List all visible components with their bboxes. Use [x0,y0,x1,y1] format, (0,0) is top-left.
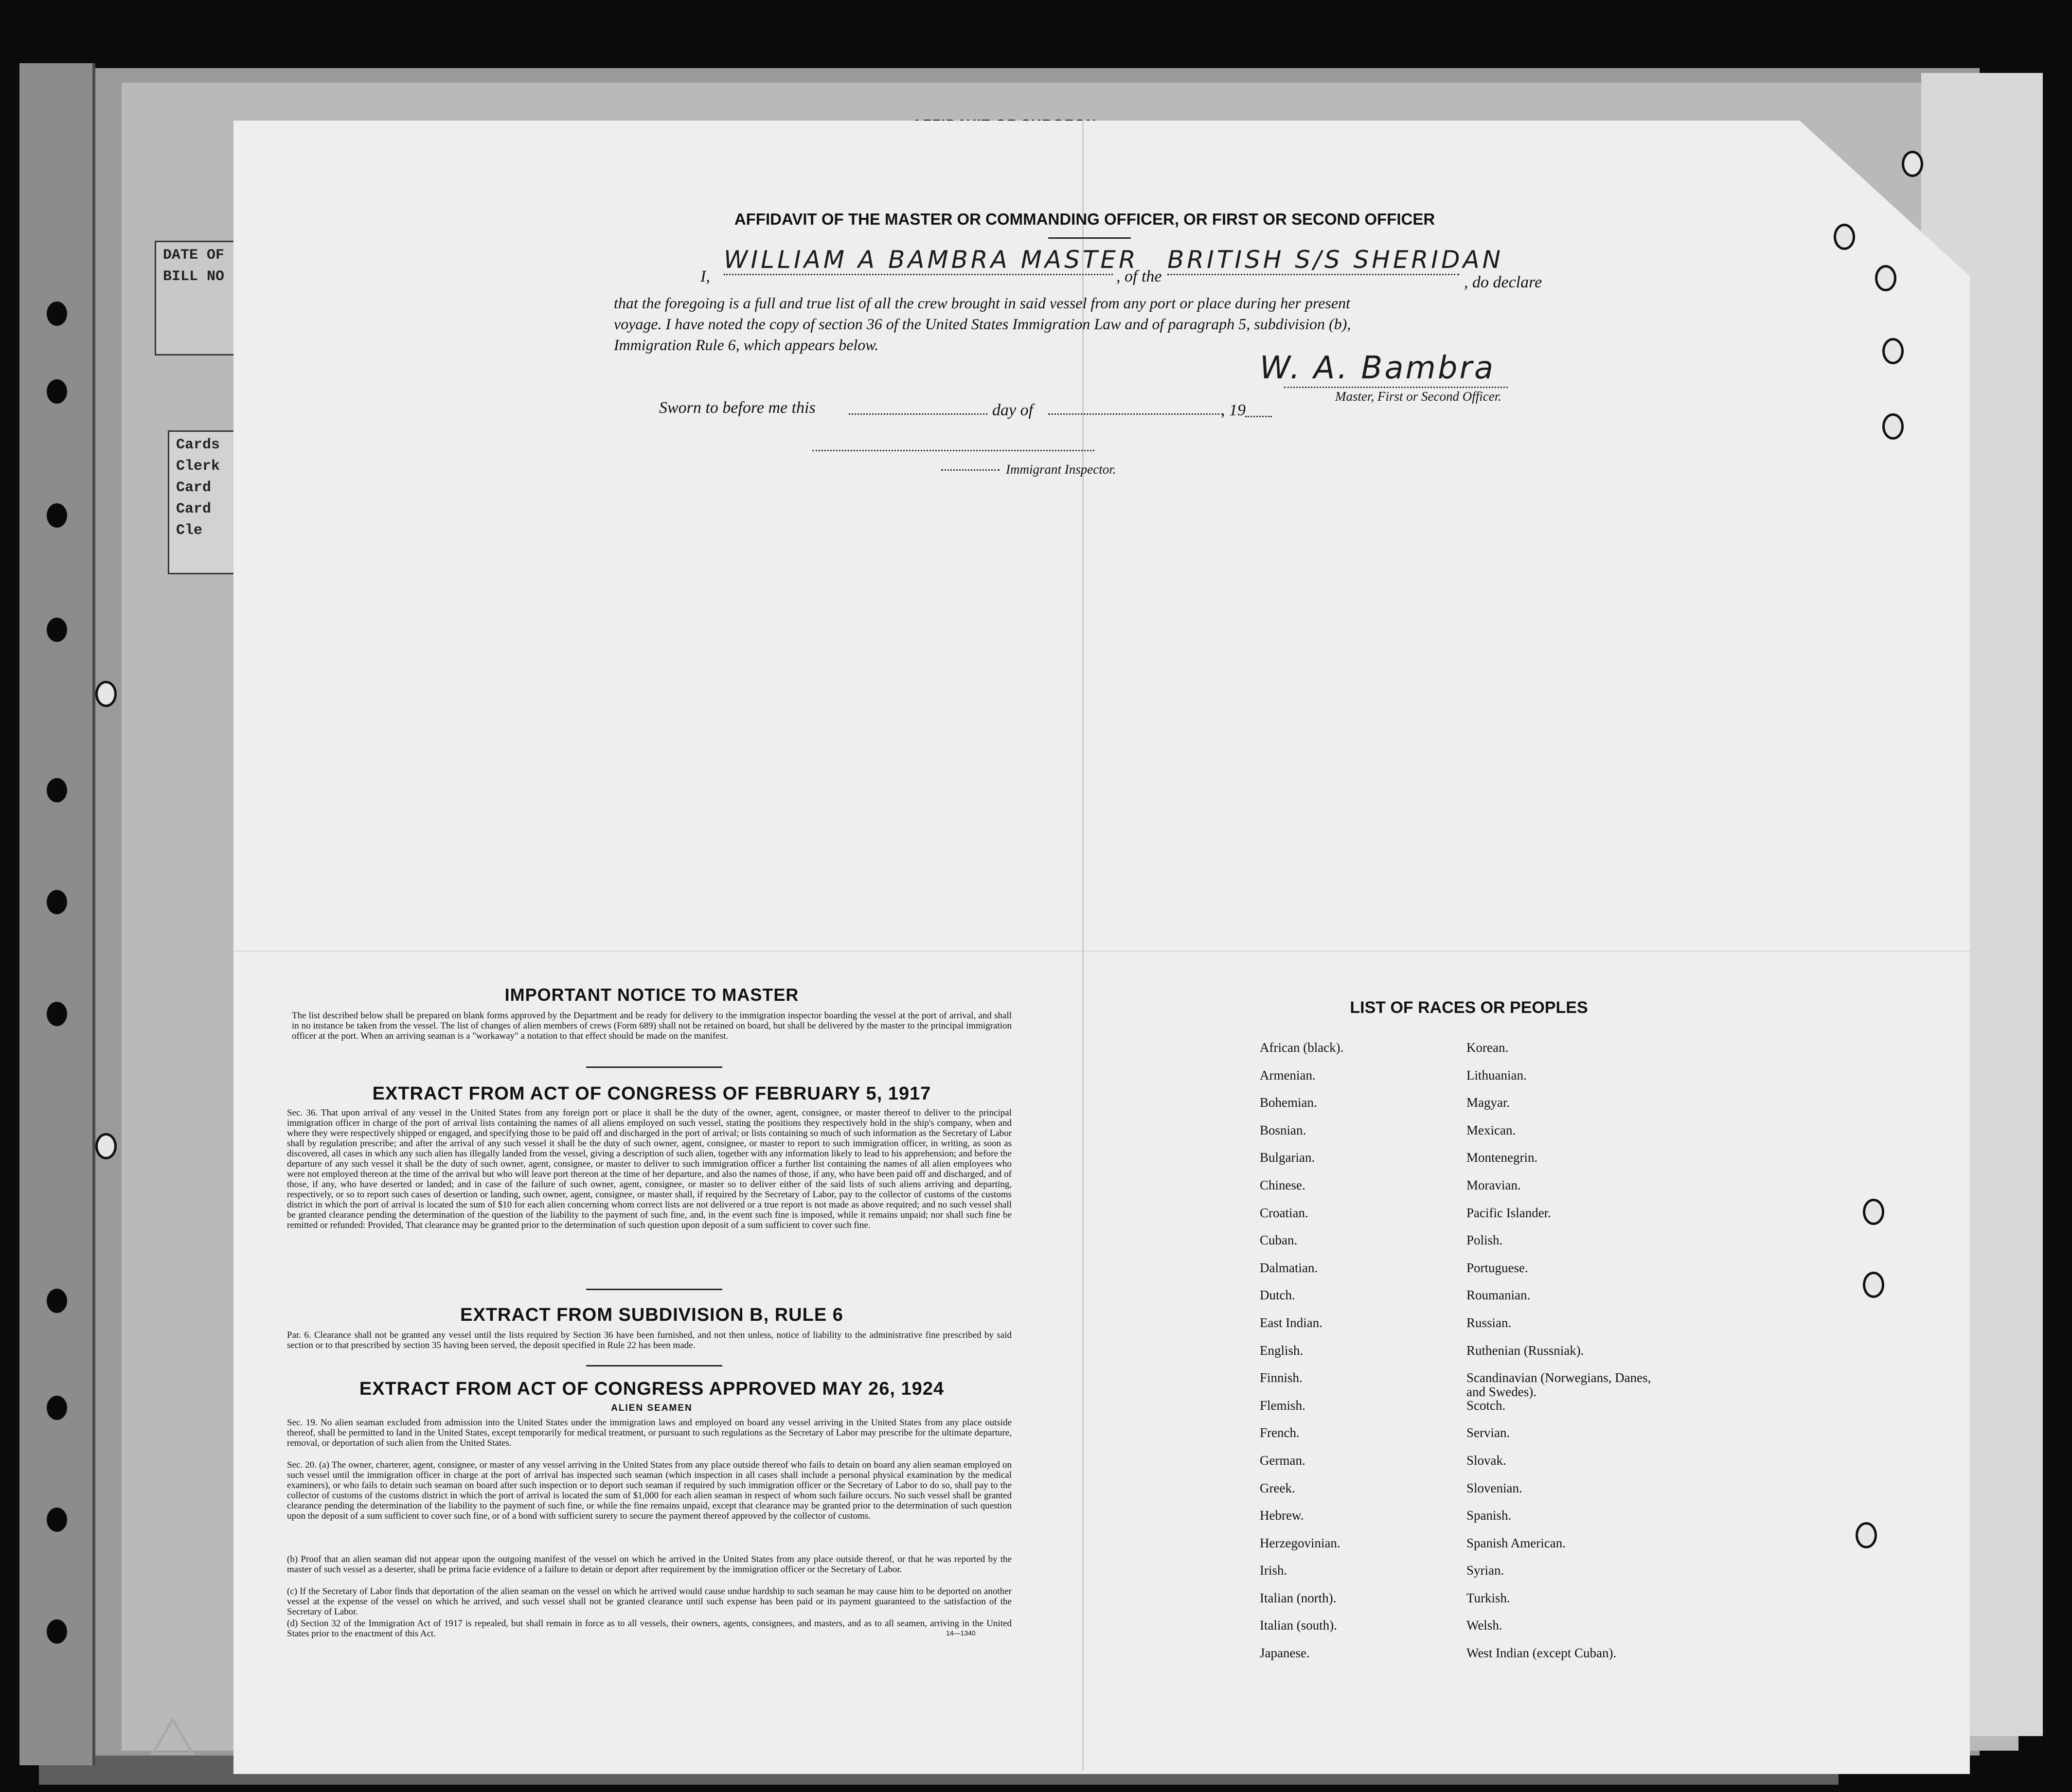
race-item: Finnish. [1260,1370,1303,1385]
race-item: Polish. [1466,1233,1503,1248]
signature-line [1284,387,1508,388]
race-item: African (black). [1260,1040,1344,1055]
card-line: Cards [176,437,220,453]
card-line: Cle [176,522,203,539]
race-item: French. [1260,1425,1300,1440]
races-right-list [1466,1041,1671,1674]
race-item: Cuban. [1260,1233,1298,1248]
manifest-affidavit-page [233,121,1970,1774]
extract-1917-title: EXTRACT FROM ACT OF CONGRESS OF FEBRUARY 5, 1917 [372,1083,931,1104]
card-line: Card [176,501,212,517]
vertical-fold [1082,122,1084,1770]
triangle-mark-icon [151,1717,195,1756]
binder-hole [47,1396,67,1420]
race-item: Italian (north). [1260,1590,1337,1605]
punch-hole [1875,265,1896,291]
date-bill-label [155,241,240,355]
signature-caption: Master, First or Second Officer. [1335,389,1501,404]
horizontal-fold [233,951,1970,952]
notice-title: IMPORTANT NOTICE TO MASTER [504,985,799,1005]
race-item: Bohemian. [1260,1095,1317,1110]
race-item: Roumanian. [1466,1288,1531,1303]
card-line: Clerk [176,458,220,475]
punch-hole [1834,224,1855,250]
race-item: Armenian. [1260,1067,1316,1082]
race-item: Flemish. [1260,1398,1305,1413]
sec-19-text: Sec. 19. No alien seaman excluded from admission into the United States under the immigration laws and employed on board any vessel arriving in the United States from any place outside thereof, shall be permitted to land in the United States, except temporarily for medical treatment, or pursuant to such regulations as the Secretary of Labor may prescribe for the ultimate departure, removal, or deportation of such alien from the United States. [287,1418,1012,1448]
i-label: I, [700,267,710,285]
race-item: Moravian. [1466,1177,1521,1192]
race-item: Russian. [1466,1315,1512,1330]
sec-20c-text: (c) If the Secretary of Labor finds that deportation of the alien seaman on the vessel on which he arrived would cause undue hardship to such seaman he may cause him to be deported on another vessel at the expense of the vessel on which he arrived, and such vessel shall not be granted clearance until such expense has been paid or its payment guaranteed to the satisfaction of the Secretary of Labor. [287,1586,1012,1617]
punch-hole [1863,1272,1884,1298]
race-item: Greek. [1260,1480,1295,1495]
form-number: 14—1340 [946,1629,976,1637]
punch-hole [1856,1522,1877,1548]
binder-hole [47,1508,67,1532]
race-item: Bulgarian. [1260,1150,1315,1165]
race-item: Pacific Islander. [1466,1205,1551,1220]
race-item: East Indian. [1260,1315,1322,1330]
race-item: Bosnian. [1260,1122,1306,1137]
extract-1917-text: Sec. 36. That upon arrival of any vessel in the United States from any foreign port or place it shall be the duty of the owner, agent, consignee, or master thereof to deliver to the principal immigration officer in charge of the port of arrival lists containing the names of all aliens employed on such vessel, stating the positions they respectively hold in the ship's company, when and where they were respectively shipped or engaged, and specifying those to be paid off and discharged in the port of arrival; or lists containing so much of such information as the Secretary of Labor shall by regulation prescribe; and after the arrival of any such vessel it shall be the duty of such owner, agent, consignee, or master to report to such immigration officer, in writing, as soon as discovered, all cases in which any such alien has illegally landed from the vessel, giving a description of such alien, together with any information likely to lead to his apprehension; and before the departure of any such vessel it shall be the duty of such owner, agent, consignee, or master to deliver to such immigration officer a further list containing the names of all alien employees who were not employed thereon at the time of the arrival but who will leave port thereon at the time of her departure, and also the names of those, if any, who have been paid off and discharged, and of those, if any, who have deserted or landed; and in case of the failure of such owner, agent, consignee, or master so to deliver either of the said lists of such aliens arriving and departing, respectively, or so to report such cases of desertion or landing, such owner, agent, consignee, or master shall, if required by the Secretary of Labor, pay to the collector of customs of the customs district in which the port of arrival is located the sum of $10 for each alien concerning whom correct lists are not delivered or a true report is not made as above required; and no such vessel shall be granted clearance pending the determination of the question of the liability to the payment of such fine, and, in the event such fine is imposed, while it remains unpaid; nor shall such fine be remitted or refunded: Provided, That clearance may be granted prior to the determination of such question upon deposit of a sum sufficient to cover such fine. [287,1108,1012,1230]
extract-rule6-title: EXTRACT FROM SUBDIVISION B, RULE 6 [460,1305,843,1325]
race-item: Mexican. [1466,1122,1516,1137]
sworn-month-field[interactable] [1048,413,1223,415]
race-item: Portuguese. [1466,1260,1528,1275]
affidavit-body-line-3: Immigration Rule 6, which appears below. [614,336,879,354]
race-item: German. [1260,1453,1305,1468]
race-item: Montenegrin. [1466,1150,1538,1165]
binder-ring [95,681,117,707]
affidavit-title: AFFIDAVIT OF THE MASTER OR COMMANDING OFFICER, OR FIRST OR SECOND OFFICER [734,210,1435,228]
date-of-label: DATE OF [163,247,225,264]
race-item: Turkish. [1466,1590,1510,1605]
binder-ring [95,1133,117,1159]
punch-hole [1863,1199,1884,1225]
binder-hole [47,503,67,528]
binder-hole [47,302,67,326]
race-item: Ruthenian (Russniak). [1466,1343,1584,1358]
binder-hole [47,890,67,914]
race-item: Slovak. [1466,1453,1506,1468]
race-item: Servian. [1466,1425,1510,1440]
race-item: Dalmatian. [1260,1260,1318,1275]
race-item: Slovenian. [1466,1480,1522,1495]
race-item: Hebrew. [1260,1508,1304,1523]
punch-hole [1882,338,1904,364]
race-item: English. [1260,1343,1304,1358]
race-item: Italian (south). [1260,1618,1337,1633]
race-item: Herzegovinian. [1260,1535,1340,1550]
punch-hole [1902,151,1923,177]
race-item: Magyar. [1466,1095,1510,1110]
of-the-label: , of the [1116,267,1162,285]
race-item: Syrian. [1466,1563,1504,1578]
binder-hole [47,1289,67,1313]
extract-1924-title: EXTRACT FROM ACT OF CONGRESS APPROVED MAY 26, 1924 [359,1379,945,1399]
race-item: West Indian (except Cuban). [1466,1646,1617,1661]
race-item: Spanish. [1466,1508,1512,1523]
alien-seamen-subtitle: ALIEN SEAMEN [611,1403,693,1413]
race-item: Japanese. [1260,1646,1310,1661]
sworn-day-field[interactable] [849,413,987,415]
binder-hole [47,1619,67,1644]
sworn-label: Sworn to before me this [659,399,816,417]
race-item: Scotch. [1466,1398,1506,1413]
cards-label [168,430,239,574]
binder-hole [47,778,67,802]
sec-20a-text: Sec. 20. (a) The owner, charterer, agent, consignee, or master of any vessel arriving in the United States from any place outside thereof who fails to detain on board any alien seaman employed on such vessel until the immigration officer in charge at the port of arrival has inspected such seaman (which inspection in all cases shall include a personal physical examination by the medical examiners), or who fails to detain such seaman on board after such inspection or to deport such seaman if required by such immigration officer or the Secretary of Labor to do so, shall pay to the collector of customs of the customs district in which the port of arrival is located the sum of $1,000 for each alien seaman in respect of whom such failure occurs. No such vessel shall be granted clearance pending the determination of the liability to the payment of such fine, or while the fine remains unpaid, except that clearance may be granted prior to the determination of such question upon the deposit of a sum sufficient to cover such fine, or of a bond with sufficient surety to secure the payment thereof approved by the collector of customs. [287,1460,1012,1521]
card-line: Card [176,479,212,496]
sworn-year-field[interactable] [1245,416,1272,417]
sec-20b-text: (b) Proof that an alien seaman did not appear upon the outgoing manifest of the vessel on which he arrived in the United States from any place outside thereof, or that he was reported by the master of such vessel as a deserter, shall be prima facie evidence of a failure to detain or deport after requirement by the immigration officer or the Secretary of Labor. [287,1554,1012,1575]
notice-rule [586,1066,722,1068]
do-declare-label: , do declare [1464,273,1542,291]
sec-20d-text: (d) Section 32 of the Immigration Act of 1917 is repealed, but shall remain in force as to all vessels, their owners, agents, consignees, and masters, and as to all seamen, arriving in the United States prior to the enactment of this Act. [287,1618,1012,1639]
inspector-short-line [941,469,1000,471]
binder-hole [47,379,67,404]
race-item: Chinese. [1260,1177,1305,1192]
race-item: Welsh. [1466,1618,1502,1633]
race-item: Croatian. [1260,1205,1308,1220]
affidavit-body-line-2: voyage. I have noted the copy of section 36 of the United States Immigration Law and of paragraph 5, subdivision (b), [614,315,1351,333]
race-item: Scandinavian (Norwegians, Danes, and Swedes). [1466,1370,1651,1400]
inspector-signature-field[interactable] [812,450,1094,451]
binder-hole [47,1002,67,1026]
race-item: Spanish American. [1466,1535,1566,1550]
punch-hole [1882,413,1904,440]
race-item: Korean. [1466,1040,1509,1055]
extract-rule6-rule [586,1365,722,1366]
extract-rule6-text: Par. 6. Clearance shall not be granted any vessel until the lists required by Section 36 have been furnished, and not then unless, notice of liability to the administrative fine prescribed by said section or to that prescribed by section 35 having been served, the deposit specified in Rule 22 has been made. [287,1330,1012,1350]
race-item: Dutch. [1260,1288,1295,1303]
races-left-list [1260,1041,1454,1674]
binder-hole [47,618,67,642]
day-of-label: day of [992,401,1034,419]
master-name-handwritten: WILLIAM A BAMBRA MASTER [724,246,1113,275]
affidavit-body-line-1: that the foregoing is a full and true list of all the crew brought in said vessel from any port or place during her present [614,294,1350,312]
vessel-name-handwritten: BRITISH S/S SHERIDAN [1167,246,1459,275]
master-signature: W. A. Bambra [1260,350,1496,386]
race-item: Irish. [1260,1563,1287,1578]
year-prefix-label: , 19 [1221,401,1246,419]
races-title: LIST OF RACES OR PEOPLES [1350,998,1588,1017]
bill-no-label: BILL NO [163,268,225,285]
race-item: Lithuanian. [1466,1067,1527,1082]
notice-text: The list described below shall be prepared on blank forms approved by the Department and be ready for delivery to the immigration inspector boarding the vessel at the port of arrival, and shall in no instance be taken from the vessel. The list of changes of alien members of crews (Form 689) shall not be retained on board, but shall be delivered by the master to the principal immigration officer at the port. When an arriving seaman is a "workaway" a notation to that effect should be made on the manifest. [292,1011,1012,1041]
title-rule [1048,237,1131,239]
extract-1917-rule [586,1289,722,1290]
inspector-label: Immigrant Inspector. [1006,462,1116,477]
